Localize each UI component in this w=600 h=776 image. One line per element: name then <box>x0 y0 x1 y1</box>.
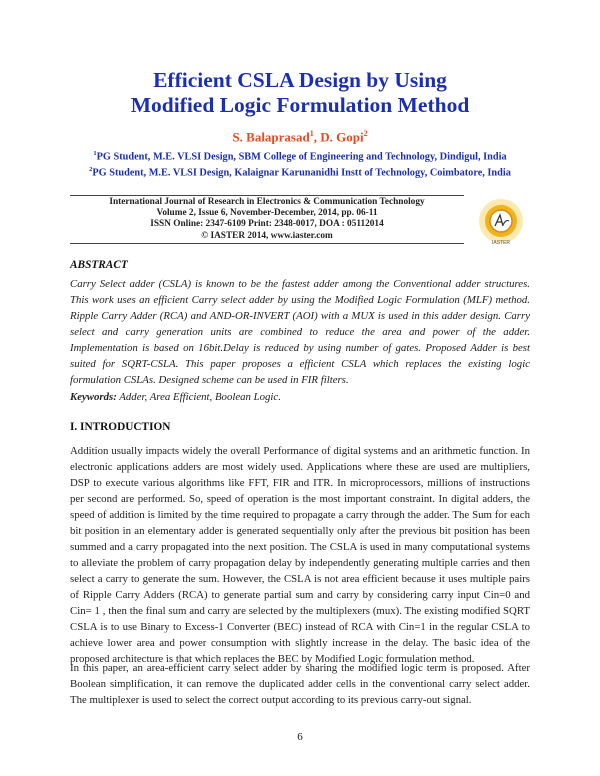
paragraph-line: speed of addition is limited by the time required to propagate a carry through the adder. The Sum for each <box>70 509 530 521</box>
iaster-logo <box>475 197 527 247</box>
journal-info-box <box>70 195 464 244</box>
author-2: D. Gopi <box>320 129 364 145</box>
paragraph-line: The multiplexer is used to select the correct output according to its previous carry-out signal. <box>70 694 472 706</box>
affiliation-sup: 2 <box>89 166 93 173</box>
paragraph-line: of Ripple Carry Adders (RCA) to generate partial sum and carry by considering carry input Cin=0 and <box>70 589 530 601</box>
introduction-paragraph-2 <box>70 660 530 708</box>
author-2-sup: 2 <box>363 129 368 138</box>
author-1-sup: 1 <box>309 129 314 138</box>
paragraph-line: electronic applications adders are most widely used. Applications where these are used are multipliers, <box>70 461 530 473</box>
affiliation-text: PG Student, M.E. VLSI Design, Kalaignar Karunanidhi Instt of Technology, Coimbatore, India <box>92 167 511 179</box>
author-separator: , <box>313 129 321 145</box>
page-number: 6 <box>297 731 303 743</box>
authors <box>0 129 600 145</box>
paragraph-line: Addition usually impacts widely the overall Performance of digital systems and an arithmetic function. In <box>70 445 530 457</box>
affiliation-1 <box>0 150 600 162</box>
abstract-line: Implementation is based on 16bit.Delay is reduced by using number of gates. Proposed Adder is best <box>70 342 530 354</box>
abstract-line: Carry Select adder (CSLA) is known to be the fastest adder among the Conventional adder structures. <box>70 278 530 290</box>
abstract-heading: ABSTRACT <box>70 259 128 271</box>
paragraph-line: summed and a carry propagated into the next position. The CSLA is used in many computational systems <box>70 541 530 553</box>
paragraph-line: proposed architecture is that which replaces the BEC by Modified Logic formulation method. <box>70 653 475 665</box>
journal-copyright: © IASTER 2014, www.iaster.com <box>201 230 333 241</box>
abstract-body <box>70 276 530 388</box>
paragraph-line: bit position in an elementary adder is generated sequentially only after the previous bit position has been <box>70 525 530 537</box>
paragraph-line: Boolean simplification, it can remove the duplicated adder cells in the conventional carry select adder. <box>70 678 530 690</box>
abstract-line: suited for SQRT-CSLA. This paper proposes a efficient CSLA which replaces the existing logic <box>70 358 530 370</box>
journal-issn: ISSN Online: 2347-6109 Print: 2348-0017, DOA : 05112014 <box>150 219 384 230</box>
keywords <box>70 391 281 403</box>
paragraph-line: DSP to execute various algorithms like FFT, FIR and ITR. In microprocessors, millions of instructions <box>70 477 530 489</box>
author-1: S. Balaprasad <box>232 129 310 145</box>
paragraph-line: select a carry to generate the sum. However, the CSLA is not area efficient because it uses multiple pairs <box>70 573 530 585</box>
keywords-label: Keywords: <box>70 391 117 403</box>
introduction-paragraph-1 <box>70 443 530 667</box>
abstract-line: select and carry generation units are combined to reduce the area and power of the adder. <box>70 326 530 338</box>
journal-name: International Journal of Research in Electronics & Communication Technology <box>109 197 425 207</box>
paragraph-line: per second are performed. So, speed of operation is the most important constraint. In digital adders, the <box>70 493 530 505</box>
paper-title-line-1: Efficient CSLA Design by Using <box>153 68 447 92</box>
paper-title-line-2: Modified Logic Formulation Method <box>130 93 470 117</box>
affiliation-2 <box>0 166 600 178</box>
journal-volume: Volume 2, Issue 6, November-December, 2014, pp. 06-11 <box>156 208 378 219</box>
svg-text:IASTER: IASTER <box>491 240 511 246</box>
paragraph-line: to alleviate the problem of carry propagation delay by independently generating multiple carries and then <box>70 557 530 569</box>
introduction-heading: I. INTRODUCTION <box>70 421 171 433</box>
affiliation-text: PG Student, M.E. VLSI Design, SBM College of Engineering and Technology, Dindigul, India <box>96 151 507 163</box>
paragraph-line: In this paper, an area-efficient carry select adder by sharing the modified logic term is proposed. After <box>70 662 530 674</box>
paragraph-line: achieve lower area and power consumption with slightly increase in the delay. The basic idea of the <box>70 637 530 649</box>
affiliation-sup: 1 <box>93 150 97 157</box>
abstract-line: formulation CSLAs. Designed scheme can be used in FIR filters. <box>70 374 349 386</box>
paragraph-line: CSLA is to use Binary to Excess-1 Converter (BEC) instead of RCA with Cin=1 in the regular CSLA to <box>70 621 530 633</box>
abstract-line: This work uses an efficient Carry select adder by using the Modified Logic Formulation (MLF) method. <box>70 294 530 306</box>
abstract-line: Ripple Carry Adder (RCA) and AND-OR-INVERT (AOI) with a MUX is used in this adder design. Carry <box>70 310 530 322</box>
paragraph-line: Cin= 1 , then the final sum and carry are selected by the multiplexers (mux). The existing modified SQRT <box>70 605 530 617</box>
keywords-text: Adder, Area Efficient, Boolean Logic. <box>116 391 281 403</box>
